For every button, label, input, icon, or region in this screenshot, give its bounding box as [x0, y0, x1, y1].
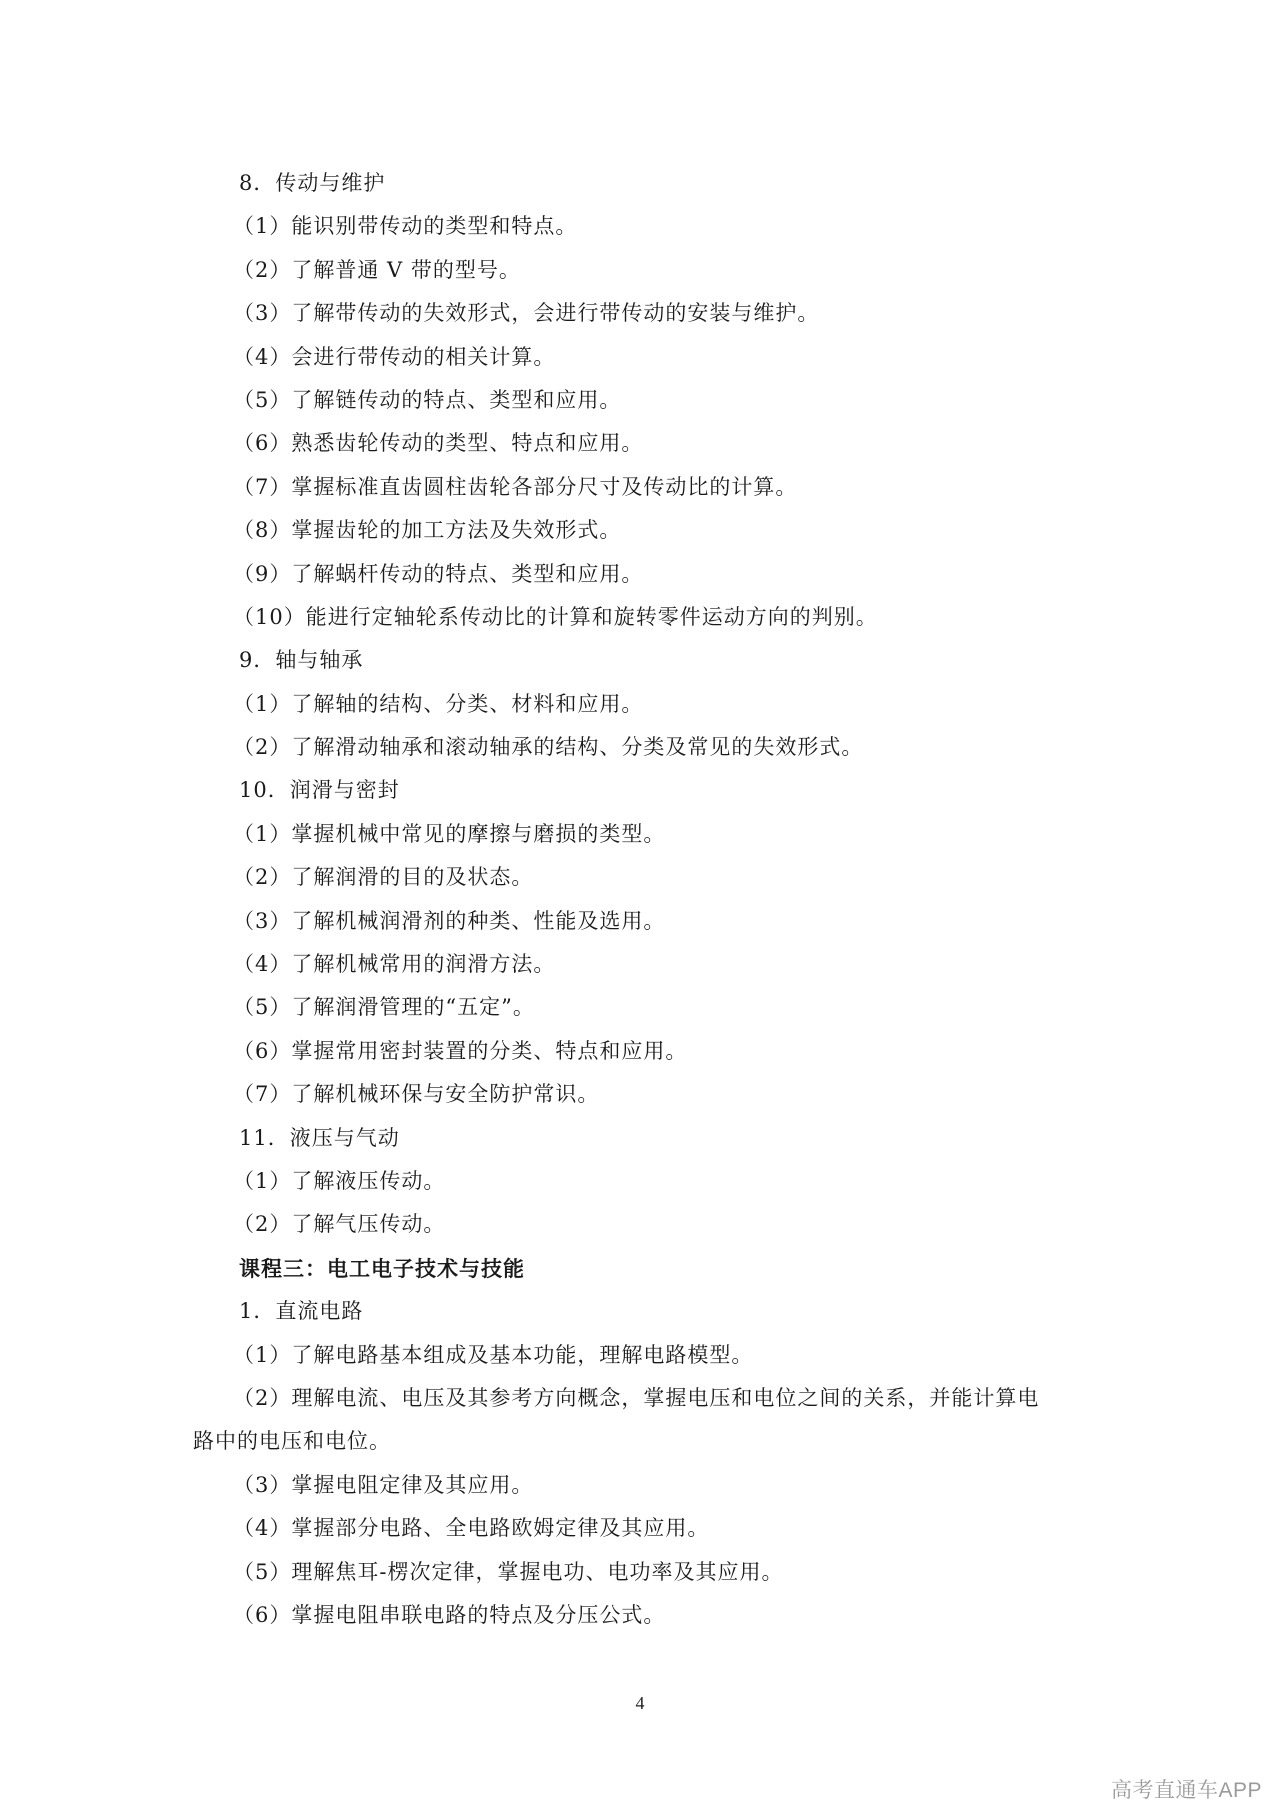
- list-item: （5）了解润滑管理的“五定”。: [233, 995, 535, 1020]
- list-item: （4）了解机械常用的润滑方法。: [233, 952, 556, 977]
- list-item: （3）了解机械润滑剂的种类、性能及选用。: [233, 908, 666, 933]
- subsection-heading: 9．轴与轴承: [239, 648, 364, 673]
- list-item: （5）理解焦耳-楞次定律，掌握电功、电功率及其应用。: [233, 1559, 784, 1584]
- document-body: [193, 162, 1093, 1637]
- list-item: （3）掌握电阻定律及其应用。: [233, 1472, 534, 1497]
- list-item: （1）了解电路基本组成及基本功能，理解电路模型。: [233, 1342, 754, 1367]
- list-item: （6）掌握常用密封装置的分类、特点和应用。: [233, 1038, 688, 1063]
- list-item: （6）掌握电阻串联电路的特点及分压公式。: [233, 1602, 666, 1627]
- subsection-heading: 10．润滑与密封: [239, 778, 400, 803]
- list-item: （7）了解机械环保与安全防护常识。: [233, 1082, 600, 1107]
- list-item: （1）掌握机械中常见的摩擦与磨损的类型。: [233, 821, 666, 846]
- list-item: （1）能识别带传动的类型和特点。: [233, 214, 578, 239]
- list-item: （1）了解液压传动。: [233, 1168, 446, 1193]
- list-item: （2）理解电流、电压及其参考方向概念，掌握电压和电位之间的关系，并能计算电: [233, 1385, 1040, 1410]
- app-watermark: 高考直通车APP: [1110, 1779, 1262, 1802]
- list-item: （2）了解滑动轴承和滚动轴承的结构、分类及常见的失效形式。: [233, 735, 864, 760]
- list-item: （2）了解润滑的目的及状态。: [233, 865, 534, 890]
- list-item: （4）会进行带传动的相关计算。: [233, 344, 556, 369]
- list-item: （5）了解链传动的特点、类型和应用。: [233, 387, 622, 412]
- list-item-continuation: 路中的电压和电位。: [193, 1429, 391, 1454]
- list-item: （8）掌握齿轮的加工方法及失效形式。: [233, 518, 622, 543]
- list-item: （2）了解普通 V 带的型号。: [233, 257, 521, 282]
- course-heading: 课程三：电工电子技术与技能: [239, 1255, 525, 1281]
- list-item: （7）掌握标准直齿圆柱齿轮各部分尺寸及传动比的计算。: [233, 474, 798, 499]
- list-item: （10）能进行定轴轮系传动比的计算和旋转零件运动方向的判别。: [233, 604, 878, 629]
- list-item: （1）了解轴的结构、分类、材料和应用。: [233, 691, 644, 716]
- subsection-heading: 1．直流电路: [239, 1299, 364, 1324]
- list-item: （9）了解蜗杆传动的特点、类型和应用。: [233, 561, 644, 586]
- list-item: （3）了解带传动的失效形式，会进行带传动的安装与维护。: [233, 301, 820, 326]
- page-number: 4: [635, 1693, 645, 1713]
- list-item: （2）了解气压传动。: [233, 1212, 446, 1237]
- list-item: （4）掌握部分电路、全电路欧姆定律及其应用。: [233, 1516, 710, 1541]
- subsection-heading: 8．传动与维护: [239, 171, 386, 195]
- subsection-heading: 11．液压与气动: [239, 1125, 400, 1150]
- list-item: （6）熟悉齿轮传动的类型、特点和应用。: [233, 431, 644, 456]
